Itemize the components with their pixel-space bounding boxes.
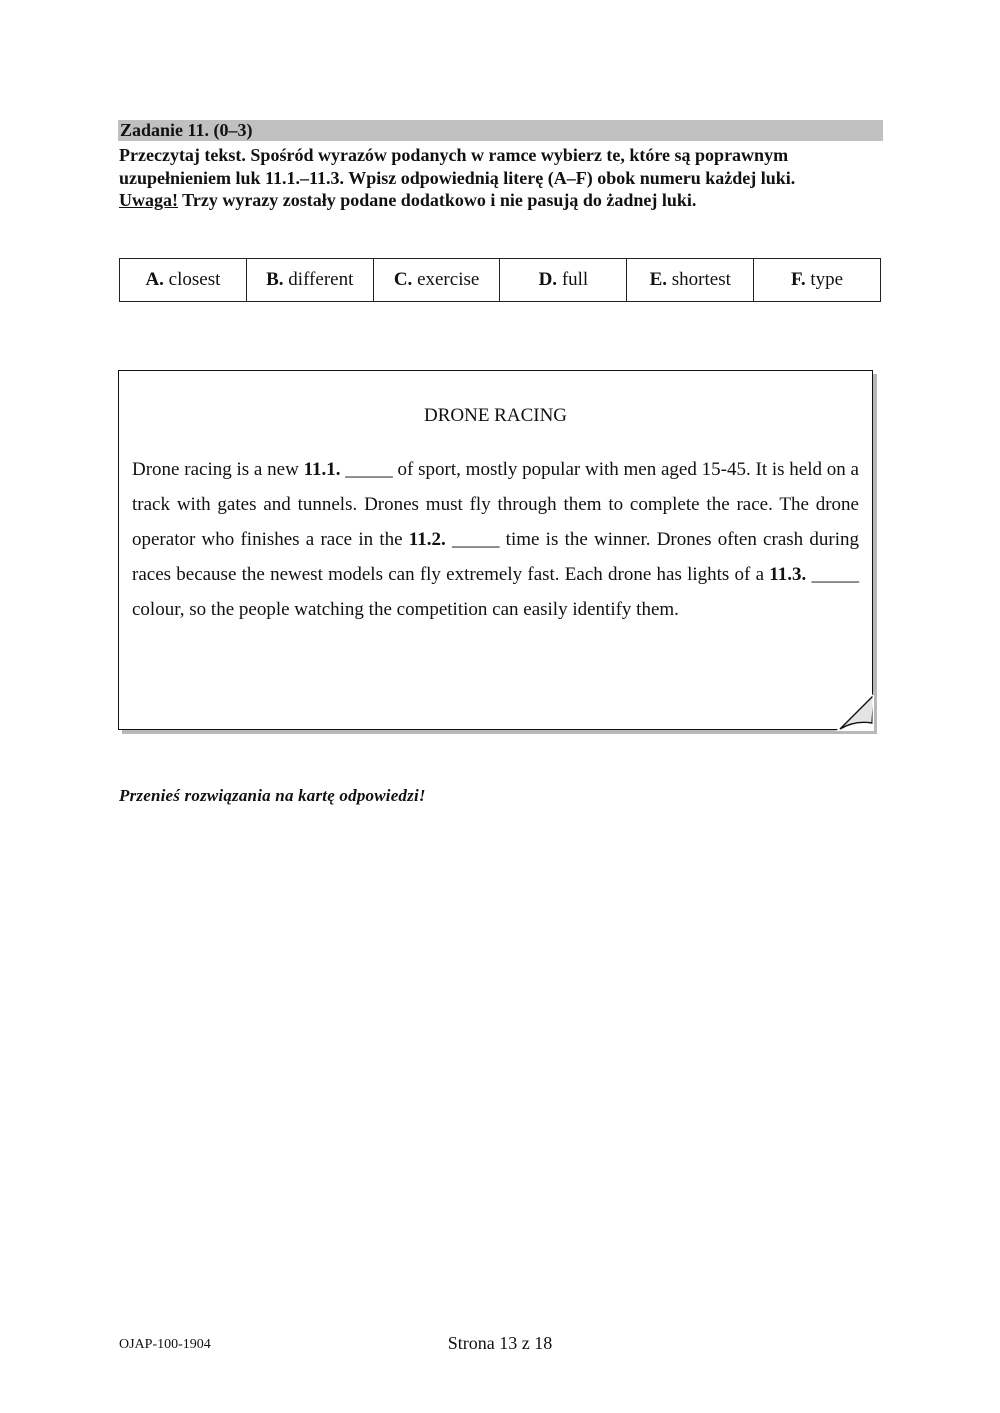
option-word: different: [283, 269, 354, 290]
text-segment: Drone racing is a new: [132, 459, 304, 480]
text-segment: _____ time is the winner. Drones often crash during races because the newest models can fly extremely fast. Each drone has lights of a: [132, 529, 859, 585]
option-b: [246, 259, 373, 302]
text-title: DRONE RACING: [423, 405, 568, 426]
option-letter: F.: [791, 269, 806, 290]
option-a: [120, 259, 247, 302]
option-d: [500, 259, 627, 302]
option-c: [373, 259, 500, 302]
task-instructions: [119, 144, 881, 212]
text-segment: _____ colour, so the people watching the competition can easily identify them.: [132, 564, 859, 620]
option-word: type: [805, 269, 844, 290]
option-letter: A.: [145, 269, 164, 290]
instruction-line-1: Przeczytaj tekst. Spośród wyrazów podanych w ramce wybierz te, które są poprawnym: [119, 145, 789, 165]
text-body: [132, 452, 859, 627]
option-f: [754, 259, 881, 302]
option-letter: E.: [649, 269, 668, 290]
word-options-table: [119, 258, 881, 302]
gap-11-1: 11.1.: [303, 459, 341, 480]
instruction-note: Trzy wyrazy zostały podane dodatkowo i nie pasują do żadnej luki.: [178, 190, 697, 210]
transfer-answers-note: Przenieś rozwiązania na kartę odpowiedzi!: [119, 786, 426, 805]
option-word: exercise: [412, 269, 480, 290]
text-segment: _____ of sport, mostly popular with men aged 15-45. It is held on a track with gates and tunnels. Drones must fly through them to complete the race. The drone operator who finishes a race in the: [132, 459, 859, 550]
option-letter: D.: [538, 269, 558, 290]
option-word: full: [557, 269, 589, 290]
option-e: [627, 259, 754, 302]
instruction-line-3: [119, 189, 881, 212]
page-number: Strona 13 z 18: [447, 1333, 553, 1353]
option-word: shortest: [667, 269, 731, 290]
reading-text-box: [118, 370, 873, 730]
option-word: closest: [163, 269, 221, 290]
exam-code: OJAP-100-1904: [119, 1337, 211, 1352]
page-curl-icon: [836, 693, 874, 731]
uwaga-label: Uwaga!: [119, 190, 178, 210]
instruction-line-2: uzupełnieniem luk 11.1.–11.3. Wpisz odpowiednią literę (A–F) obok numeru każdej luki.: [119, 167, 796, 188]
task-header: Zadanie 11. (0–3): [118, 120, 883, 141]
option-letter: C.: [393, 269, 413, 290]
gap-11-2: 11.2.: [408, 529, 446, 550]
option-letter: B.: [266, 269, 284, 290]
gap-11-3: 11.3.: [769, 564, 807, 585]
